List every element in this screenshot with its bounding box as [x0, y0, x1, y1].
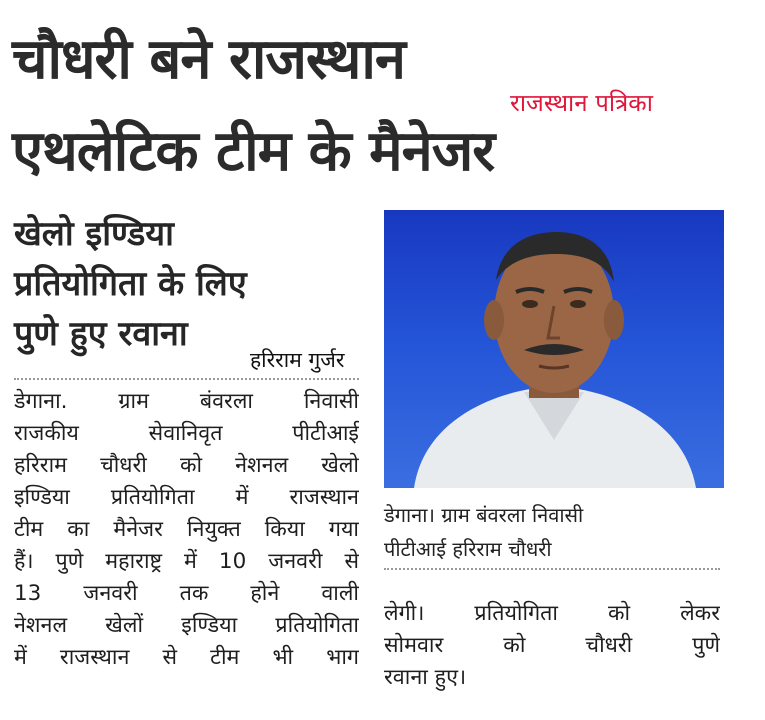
portrait-illustration — [384, 210, 724, 488]
body-line: सोमवार को चौधरी पुणे — [384, 633, 720, 658]
body-line: 13 जनवरी तक होने वाली — [14, 581, 359, 606]
body-line: इण्डिया प्रतियोगिता में राजस्थान — [14, 485, 359, 510]
body-line: लेगी। प्रतियोगिता को लेकर — [384, 601, 720, 626]
caption-divider — [384, 568, 720, 570]
subheadline-line-2: प्रतियोगिता के लिए — [14, 264, 247, 304]
body-line: हैं। पुणे महाराष्ट्र में 10 जनवरी से — [14, 549, 359, 574]
headline-line-1: चौधरी बने राजस्थान — [12, 27, 405, 92]
body-line: नेशनल खेलों इण्डिया प्रतियोगिता — [14, 613, 359, 638]
body-line: डेगाना. ग्राम बंवरला निवासी — [14, 389, 359, 414]
person-photo — [384, 210, 724, 488]
subheadline-line-3: पुणे हुए रवाना — [14, 314, 188, 354]
article-body-column-1 — [14, 386, 359, 674]
body-line: में राजस्थान से टीम भी भाग — [14, 645, 359, 670]
byline-divider — [14, 378, 359, 380]
photo-caption — [384, 498, 724, 566]
headline-line-2: एथलेटिक टीम के मैनेजर — [12, 119, 495, 184]
subheadline-line-1: खेलो इण्डिया — [14, 214, 174, 254]
caption-line-1: डेगाना। ग्राम बंवरला निवासी — [384, 503, 584, 527]
caption-line-2: पीटीआई हरिराम चौधरी — [384, 537, 552, 561]
body-line: टीम का मैनेजर नियुक्त किया गया — [14, 517, 359, 542]
author-byline: हरिराम गुर्जर — [250, 348, 345, 372]
article-body-column-2 — [384, 598, 720, 694]
body-line: राजकीय सेवानिवृत पीटीआई — [14, 421, 359, 446]
body-line: रवाना हुए। — [384, 665, 467, 690]
body-line: हरिराम चौधरी को नेशनल खेलो — [14, 453, 359, 478]
source-label: राजस्थान पत्रिका — [510, 89, 653, 117]
